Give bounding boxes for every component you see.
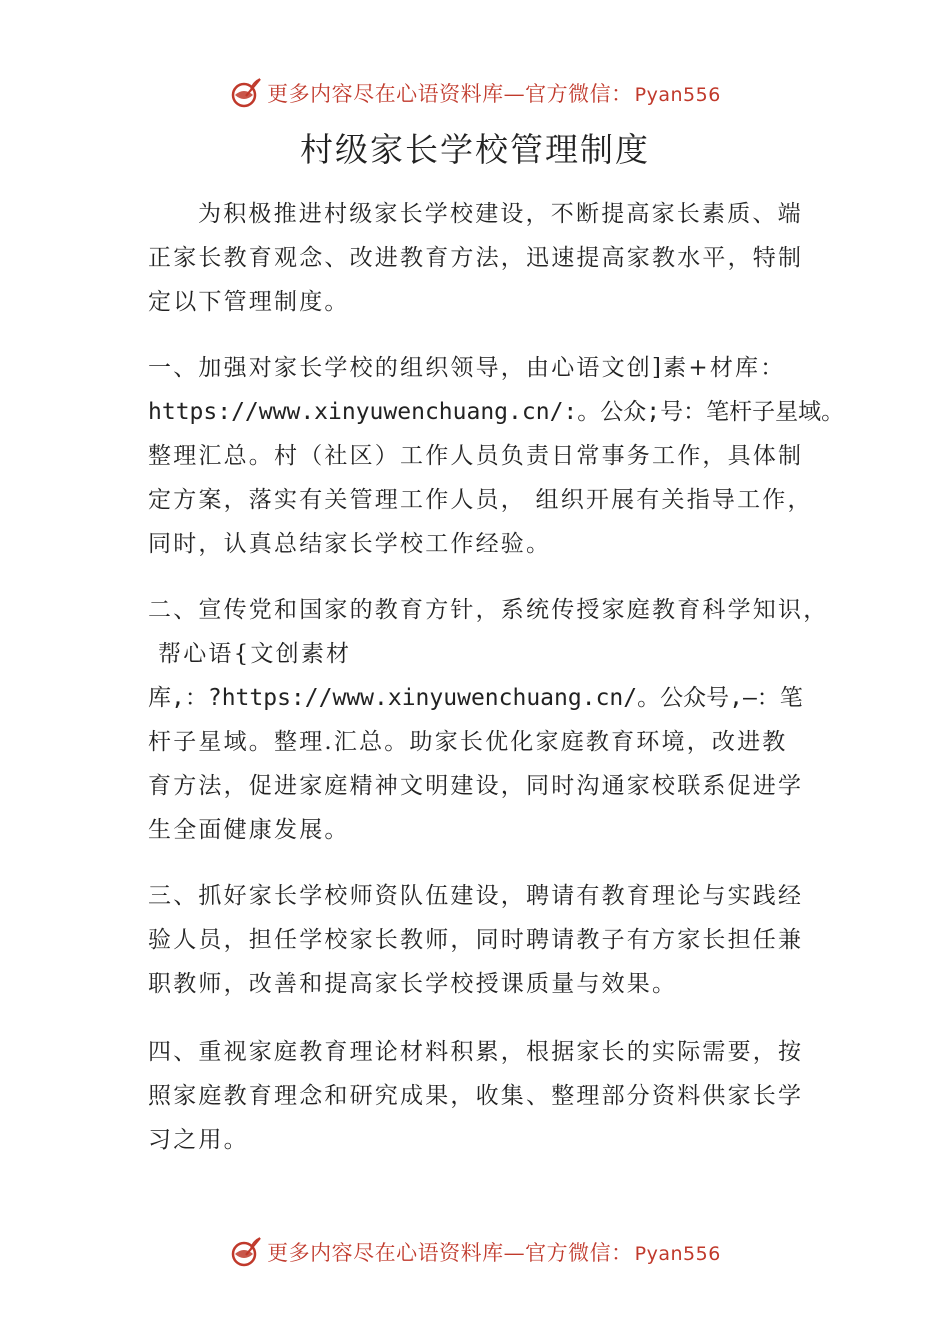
wechat-id: Pyan556 — [634, 84, 721, 106]
page-title: 村级家长学校管理制度 — [300, 130, 650, 169]
footer-banner — [0, 1232, 950, 1272]
section-2-paragraph: 二、宣传党和国家的教育方针，系统传授家庭教育科学知识， 帮心语{文创素材 库,：?https://www.xinyuwenchuang.cn/。公众号,—：笔 杆子星域。整理.汇总。助家长优化家庭教育环境，改进教 育方法，促进家庭精神文明建设，同时沟通家校联系促进学 生全面健康发展。 — [148, 597, 829, 843]
section-4-paragraph: 四、重视家庭教育理论材料积累，根据家长的实际需要，按 照家庭教育理念和研究成果，收集、整理部分资料供家长学 习之用。 — [148, 1039, 804, 1153]
quill-logo-icon — [229, 76, 263, 110]
banner-text: 更多内容尽在心语资料库—官方微信： Pyan556 — [267, 1241, 721, 1265]
wechat-id: Pyan556 — [634, 1243, 721, 1265]
url-line: 库,：?https://www.xinyuwenchuang.cn/。公众号,—：笔 — [148, 685, 803, 711]
url-line: https://www.xinyuwenchuang.cn/:。公众;号：笔杆子星域。 — [148, 399, 845, 425]
header-banner — [0, 73, 950, 113]
intro-paragraph: 为积极推进村级家长学校建设，不断提高家长素质、端 正家长教育观念、改进教育方法，迅速提高家教水平，特制 定以下管理制度。 — [148, 201, 804, 315]
section-1-paragraph: 一、加强对家长学校的组织领导，由心语文创]素+材库： https://www.xinyuwenchuang.cn/:。公众;号：笔杆子星域。 整理汇总。村（社区）工作人员负责日常事务工作，具体制 定方案，落实有关管理工作人员， 组织开展有关指导工作， 同时，认真总结家长学校工作经验。 — [148, 355, 845, 557]
banner-text: 更多内容尽在心语资料库—官方微信： Pyan556 — [267, 82, 721, 106]
quill-logo-icon — [229, 1235, 263, 1269]
section-3-paragraph: 三、抓好家长学校师资队伍建设，聘请有教育理论与实践经 验人员，担任学校家长教师，同时聘请教子有方家长担任兼 职教师，改善和提高家长学校授课质量与效果。 — [148, 883, 804, 997]
